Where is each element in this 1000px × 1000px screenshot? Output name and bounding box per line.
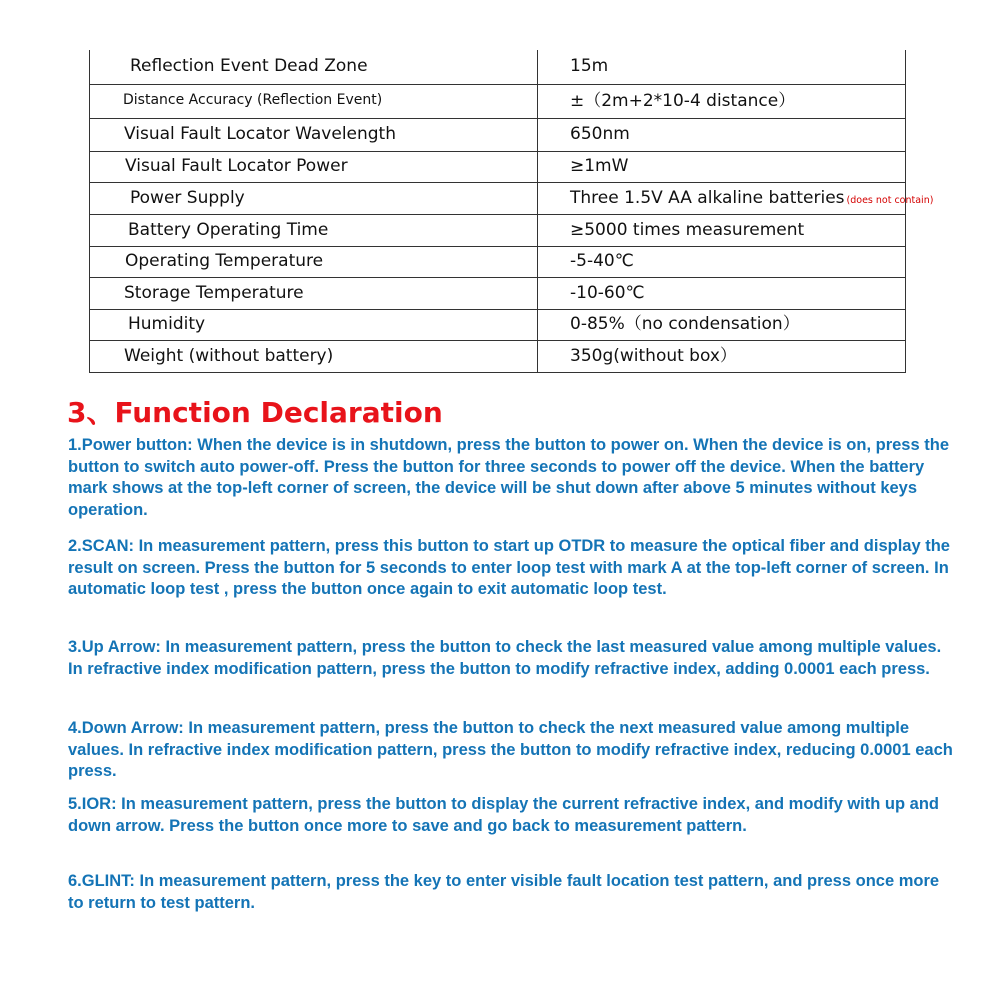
value-cell: 350g(without box） xyxy=(538,340,906,372)
value-text: Three 1.5V AA alkaline batteries xyxy=(570,187,845,208)
table-row xyxy=(90,277,906,309)
param-cell: Visual Fault Locator Power xyxy=(90,151,538,182)
value-cell: ±（2m+2*10-4 distance） xyxy=(538,84,906,118)
function-paragraph-down-arrow: 4.Down Arrow: In measurement pattern, press the button to check the next measured value among multiple values. In refractive index modification pattern, press the button to modify refractive index, reducing 0.0001 each press. xyxy=(68,719,953,781)
table-row xyxy=(90,309,906,340)
value-cell: 0-85%（no condensation） xyxy=(538,309,906,340)
function-paragraph-scan: 2.SCAN: In measurement pattern, press this button to start up OTDR to measure the optical fiber and display the result on screen. Press the button for 5 seconds to enter loop test with mark A at the top-left corner of screen. In automatic loop test , press the button once again to exit automatic loop test. xyxy=(68,537,950,599)
spec-table xyxy=(89,50,934,373)
value-note: (does not contain) xyxy=(846,194,934,206)
param-cell: Distance Accuracy (Reflection Event) xyxy=(90,84,538,118)
value-cell: 15m xyxy=(538,50,906,84)
value-cell: ≥1mW xyxy=(538,151,906,182)
value-cell: 650nm xyxy=(538,118,906,151)
param-text: Power Supply xyxy=(130,187,245,208)
function-paragraph-ior: 5.IOR: In measurement pattern, press the button to display the current refractive index, and modify with up and down arrow. Press the button once more to save and go back to measurement pattern. xyxy=(68,795,939,835)
param-cell: Visual Fault Locator Wavelength xyxy=(90,118,538,151)
table-row xyxy=(90,246,906,277)
value-cell: -5-40℃ xyxy=(538,246,906,277)
function-paragraph-glint: 6.GLINT: In measurement pattern, press the key to enter visible fault location test pattern, and press once more to return to test pattern. xyxy=(68,872,940,912)
table-row xyxy=(90,50,906,84)
table-row xyxy=(90,151,906,182)
value-cell: -10-60℃ xyxy=(538,277,906,309)
table-row xyxy=(90,118,906,151)
param-cell: Storage Temperature xyxy=(90,277,538,309)
param-cell: Operating Temperature xyxy=(90,246,538,277)
param-cell: Humidity xyxy=(90,309,538,340)
param-cell xyxy=(90,182,538,214)
table-row xyxy=(90,84,906,118)
function-paragraph-up-arrow: 3.Up Arrow: In measurement pattern, press the button to check the last measured value among multiple values. In refractive index modification pattern, press the button to modify refractive index, adding 0.0001 each press. xyxy=(68,638,942,678)
value-cell xyxy=(538,182,934,214)
function-paragraph-power: 1.Power button: When the device is in shutdown, press the button to power on. When the device is on, press the button to switch auto power-off. Press the button for three seconds to power off the device. When the battery mark shows at the top-left corner of screen, the device will be shut down after above 5 minutes without keys operation. xyxy=(68,436,949,520)
section-heading: 3、Function Declaration xyxy=(67,396,443,429)
table-row xyxy=(90,214,906,246)
param-cell: Reflection Event Dead Zone xyxy=(90,50,538,84)
param-cell: Weight (without battery) xyxy=(90,340,538,372)
value-cell: ≥5000 times measurement xyxy=(538,214,906,246)
param-cell: Battery Operating Time xyxy=(90,214,538,246)
table-row xyxy=(90,340,906,372)
table-row xyxy=(90,182,906,214)
